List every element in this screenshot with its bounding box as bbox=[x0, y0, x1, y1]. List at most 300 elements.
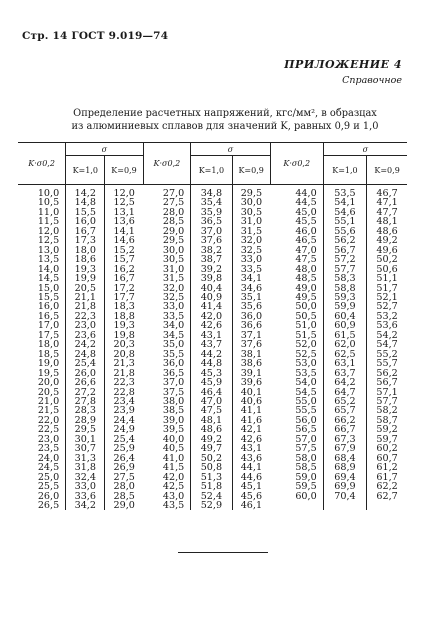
sigma-k09-cell: 40,6 bbox=[232, 397, 270, 406]
sigma-k10-cell: 23,6 bbox=[66, 331, 105, 340]
k-value-cell: 20,0 bbox=[37, 378, 60, 388]
k-value-cell: 30,0 bbox=[162, 245, 185, 256]
table-row bbox=[18, 425, 407, 434]
k-value-cell: 33,5 bbox=[162, 311, 185, 322]
k-value-cell: 46,0 bbox=[295, 226, 317, 237]
sigma-k10-cell: 62,5 bbox=[323, 350, 366, 359]
sigma-k09-cell: 30,0 bbox=[232, 198, 270, 207]
sigma-k10-cell: 32,4 bbox=[66, 473, 105, 482]
sigma-k10-cell: 68,4 bbox=[323, 454, 366, 463]
k-value-cell bbox=[270, 501, 323, 510]
k-value-cell: 16,5 bbox=[37, 311, 60, 322]
sigma-k10-cell: 53,5 bbox=[323, 185, 366, 199]
sigma-k10-cell: 28,9 bbox=[66, 416, 105, 425]
sigma-k10-cell: 70,4 bbox=[323, 492, 366, 501]
sigma-k09-cell: 15,7 bbox=[105, 255, 143, 264]
appendix-subtitle: Справочное bbox=[342, 75, 402, 86]
sigma-k09-cell: 32,5 bbox=[232, 246, 270, 255]
sigma-k10-cell: 50,2 bbox=[191, 454, 232, 463]
sigma-k09-cell: 53,2 bbox=[367, 312, 407, 321]
column-header-sigma: σ bbox=[66, 143, 143, 156]
table-row bbox=[18, 198, 407, 207]
sigma-k10-cell: 65,2 bbox=[323, 397, 366, 406]
sigma-k10-cell: 14,8 bbox=[66, 198, 105, 207]
sigma-k09-cell: 19,3 bbox=[105, 321, 143, 330]
sigma-k09-cell: 60,2 bbox=[367, 444, 407, 453]
k-value-cell: 52,0 bbox=[295, 340, 317, 350]
sigma-k09-cell: 17,2 bbox=[105, 284, 143, 293]
table-row bbox=[18, 185, 407, 199]
sigma-k10-cell: 65,7 bbox=[323, 406, 366, 415]
sigma-k09-cell: 25,4 bbox=[105, 435, 143, 444]
sigma-k09-cell: 55,2 bbox=[367, 350, 407, 359]
sigma-k10-cell: 24,2 bbox=[66, 340, 105, 349]
sigma-k10-cell: 69,4 bbox=[323, 473, 366, 482]
sigma-k10-cell: 39,8 bbox=[191, 274, 232, 283]
k-value-cell: 31,0 bbox=[162, 264, 185, 275]
table-caption bbox=[40, 107, 410, 133]
sigma-k10-cell: 58,8 bbox=[323, 284, 366, 293]
sigma-k09-cell: 46,7 bbox=[367, 185, 407, 199]
k-value-cell: 38,0 bbox=[162, 396, 185, 407]
sigma-k10-cell: 64,2 bbox=[323, 378, 366, 387]
caption-line-1: Определение расчетных напряжений, кгс/мм², в образцах bbox=[73, 108, 377, 119]
sigma-k10-cell: 55,1 bbox=[323, 217, 366, 226]
k-value-cell: 48,0 bbox=[295, 264, 317, 275]
k-value-cell: 40,5 bbox=[162, 444, 185, 454]
sigma-k10-cell: 43,7 bbox=[191, 340, 232, 349]
sigma-k10-cell: 51,8 bbox=[191, 482, 232, 491]
k-value-cell: 58,0 bbox=[295, 453, 317, 464]
k-value-cell: 38,5 bbox=[162, 406, 185, 416]
sigma-k09-cell: 41,1 bbox=[232, 406, 270, 415]
sigma-k09-cell: 61,2 bbox=[367, 463, 407, 472]
stress-table bbox=[18, 142, 407, 510]
k-value-cell: 19,5 bbox=[37, 368, 60, 379]
sigma-k10-cell: 46,4 bbox=[191, 388, 232, 397]
sigma-k10-cell: 39,2 bbox=[191, 265, 232, 274]
sigma-k09-cell: 35,6 bbox=[232, 302, 270, 311]
table-row bbox=[18, 369, 407, 378]
sigma-k10-cell: 58,3 bbox=[323, 274, 366, 283]
sigma-k10-cell: 17,3 bbox=[66, 236, 105, 245]
sigma-k09-cell: 51,7 bbox=[367, 284, 407, 293]
sigma-k09-cell: 40,1 bbox=[232, 388, 270, 397]
column-header-sigma: σ bbox=[191, 143, 270, 156]
k-value-cell: 37,0 bbox=[162, 378, 185, 388]
k-value-cell: 36,0 bbox=[162, 359, 185, 369]
table-row bbox=[18, 397, 407, 406]
column-header-k09: K=0,9 bbox=[232, 156, 270, 185]
sigma-k10-cell: 34,8 bbox=[191, 185, 232, 199]
k-value-cell: 45,5 bbox=[295, 217, 317, 227]
sigma-k10-cell: 59,9 bbox=[323, 302, 366, 311]
k-value-cell: 14,5 bbox=[37, 274, 60, 284]
k-value-cell: 19,0 bbox=[37, 359, 60, 369]
sigma-k10-cell: 48,6 bbox=[191, 425, 232, 434]
table-row bbox=[18, 406, 407, 415]
sigma-k09-cell: 49,2 bbox=[367, 236, 407, 245]
sigma-k10-cell: 42,0 bbox=[191, 312, 232, 321]
sigma-k09-cell: 52,7 bbox=[367, 302, 407, 311]
sigma-k09-cell: 32,0 bbox=[232, 236, 270, 245]
sigma-k09-cell: 56,7 bbox=[367, 378, 407, 387]
sigma-k09-cell: 34,1 bbox=[232, 274, 270, 283]
k-value-cell: 21,5 bbox=[37, 406, 60, 416]
sigma-k10-cell: 19,9 bbox=[66, 274, 105, 283]
k-value-cell: 22,0 bbox=[37, 415, 60, 426]
k-value-cell: 11,5 bbox=[37, 217, 60, 227]
k-value-cell: 30,5 bbox=[162, 255, 185, 265]
sigma-k09-cell: 45,6 bbox=[232, 492, 270, 501]
bottom-rule bbox=[178, 552, 268, 553]
sigma-k09-cell: 37,1 bbox=[232, 331, 270, 340]
sigma-k09-cell: 24,9 bbox=[105, 425, 143, 434]
table-row bbox=[18, 482, 407, 491]
sigma-k09-cell bbox=[367, 501, 407, 510]
table-row bbox=[18, 340, 407, 349]
sigma-k09-cell: 14,1 bbox=[105, 227, 143, 236]
sigma-k10-cell: 57,2 bbox=[323, 255, 366, 264]
k-value-cell: 60,0 bbox=[295, 491, 317, 501]
sigma-k10-cell: 37,6 bbox=[191, 236, 232, 245]
sigma-k10-cell: 20,5 bbox=[66, 284, 105, 293]
table-row bbox=[18, 321, 407, 330]
sigma-k09-cell: 47,1 bbox=[367, 198, 407, 207]
k-value-cell: 10,5 bbox=[37, 198, 60, 208]
sigma-k10-cell: 47,5 bbox=[191, 406, 232, 415]
sigma-k10-cell: 48,1 bbox=[191, 416, 232, 425]
sigma-k10-cell: 21,8 bbox=[66, 302, 105, 311]
table-row bbox=[18, 227, 407, 236]
column-header-k10: K=1,0 bbox=[66, 156, 105, 185]
k-value-cell: 56,5 bbox=[295, 425, 317, 435]
sigma-k10-cell: 35,9 bbox=[191, 208, 232, 217]
sigma-k10-cell: 45,9 bbox=[191, 378, 232, 387]
sigma-k10-cell: 18,6 bbox=[66, 255, 105, 264]
sigma-k10-cell: 19,3 bbox=[66, 265, 105, 274]
k-value-cell: 20,5 bbox=[37, 387, 60, 397]
sigma-k09-cell: 12,0 bbox=[105, 185, 143, 199]
column-header-k10: K=1,0 bbox=[191, 156, 232, 185]
sigma-k09-cell: 28,0 bbox=[105, 482, 143, 491]
sigma-k09-cell: 50,2 bbox=[367, 255, 407, 264]
sigma-k10-cell: 26,0 bbox=[66, 369, 105, 378]
sigma-k10-cell: 29,5 bbox=[66, 425, 105, 434]
sigma-k09-cell: 14,6 bbox=[105, 236, 143, 245]
k-value-cell: 35,5 bbox=[162, 349, 185, 360]
sigma-k09-cell: 29,5 bbox=[232, 185, 270, 199]
sigma-k09-cell: 33,0 bbox=[232, 255, 270, 264]
sigma-k09-cell: 62,7 bbox=[367, 492, 407, 501]
table-header-row bbox=[18, 143, 407, 156]
sigma-k10-cell: 33,0 bbox=[66, 482, 105, 491]
sigma-k09-cell: 62,2 bbox=[367, 482, 407, 491]
table-row bbox=[18, 435, 407, 444]
sigma-k09-cell: 48,1 bbox=[367, 217, 407, 226]
sigma-k10-cell: 57,7 bbox=[323, 265, 366, 274]
sigma-k09-cell: 59,2 bbox=[367, 425, 407, 434]
k-value-cell: 36,5 bbox=[162, 368, 185, 379]
k-value-cell: 54,5 bbox=[295, 387, 317, 397]
k-value-cell: 59,5 bbox=[295, 482, 317, 492]
table-row bbox=[18, 302, 407, 311]
k-value-cell: 15,5 bbox=[37, 292, 60, 303]
sigma-k09-cell: 58,2 bbox=[367, 406, 407, 415]
sigma-k09-cell: 17,7 bbox=[105, 293, 143, 302]
sigma-k09-cell: 41,6 bbox=[232, 416, 270, 425]
sigma-k10-cell: 55,6 bbox=[323, 227, 366, 236]
sigma-k10-cell: 54,6 bbox=[323, 208, 366, 217]
table-row bbox=[18, 274, 407, 283]
column-header-k09: K=0,9 bbox=[367, 156, 407, 185]
sigma-k09-cell: 38,1 bbox=[232, 350, 270, 359]
table-row bbox=[18, 217, 407, 226]
k-value-cell: 51,5 bbox=[295, 330, 317, 341]
k-value-cell: 46,5 bbox=[295, 236, 317, 246]
table-body bbox=[18, 185, 407, 511]
sigma-k10-cell: 15,5 bbox=[66, 208, 105, 217]
sigma-k09-cell: 16,7 bbox=[105, 274, 143, 283]
sigma-k09-cell: 52,1 bbox=[367, 293, 407, 302]
sigma-k09-cell: 39,1 bbox=[232, 369, 270, 378]
k-value-cell: 57,0 bbox=[295, 434, 317, 445]
k-value-cell: 45,0 bbox=[295, 207, 317, 218]
k-value-cell: 44,5 bbox=[295, 198, 317, 208]
sigma-k09-cell: 30,5 bbox=[232, 208, 270, 217]
sigma-k10-cell: 66,2 bbox=[323, 416, 366, 425]
table-row bbox=[18, 501, 407, 510]
k-value-cell: 43,0 bbox=[162, 491, 185, 501]
table-subheader-row bbox=[18, 156, 407, 185]
sigma-k09-cell: 36,6 bbox=[232, 321, 270, 330]
sigma-k10-cell: 22,3 bbox=[66, 312, 105, 321]
k-value-cell: 10,0 bbox=[37, 188, 60, 199]
k-value-cell: 15,0 bbox=[37, 283, 60, 293]
k-value-cell: 12,0 bbox=[37, 226, 60, 237]
k-value-cell: 16,0 bbox=[37, 302, 60, 312]
sigma-k10-cell: 49,7 bbox=[191, 444, 232, 453]
k-value-cell: 56,0 bbox=[295, 415, 317, 426]
table-row bbox=[18, 444, 407, 453]
sigma-k10-cell: 67,3 bbox=[323, 435, 366, 444]
k-value-cell: 54,0 bbox=[295, 378, 317, 388]
sigma-k09-cell: 46,1 bbox=[232, 501, 270, 510]
sigma-k09-cell: 39,6 bbox=[232, 378, 270, 387]
sigma-k09-cell: 28,5 bbox=[105, 492, 143, 501]
sigma-k09-cell: 54,7 bbox=[367, 340, 407, 349]
sigma-k09-cell: 38,6 bbox=[232, 359, 270, 368]
sigma-k10-cell: 31,8 bbox=[66, 463, 105, 472]
caption-line-2: из алюминиевых сплавов для значений K, равных 0,9 и 1,0 bbox=[71, 121, 379, 132]
sigma-k10-cell: 18,0 bbox=[66, 246, 105, 255]
sigma-k10-cell: 47,0 bbox=[191, 397, 232, 406]
k-value-cell: 47,5 bbox=[295, 255, 317, 265]
k-value-cell: 57,5 bbox=[295, 444, 317, 454]
k-value-cell: 29,5 bbox=[162, 236, 185, 246]
k-value-cell: 58,5 bbox=[295, 463, 317, 473]
sigma-k09-cell: 57,1 bbox=[367, 388, 407, 397]
sigma-k10-cell: 27,8 bbox=[66, 397, 105, 406]
k-value-cell: 39,0 bbox=[162, 415, 185, 426]
k-value-cell: 44,0 bbox=[295, 188, 317, 199]
k-value-cell: 53,5 bbox=[295, 368, 317, 379]
sigma-k09-cell: 26,4 bbox=[105, 454, 143, 463]
sigma-k09-cell: 13,1 bbox=[105, 208, 143, 217]
sigma-k10-cell: 52,4 bbox=[191, 492, 232, 501]
sigma-k10-cell: 69,9 bbox=[323, 482, 366, 491]
column-header-k: K·σ0,2 bbox=[143, 143, 191, 185]
sigma-k10-cell: 38,7 bbox=[191, 255, 232, 264]
sigma-k09-cell: 15,2 bbox=[105, 246, 143, 255]
k-value-cell: 41,0 bbox=[162, 453, 185, 464]
sigma-k09-cell: 54,2 bbox=[367, 331, 407, 340]
column-header-sigma: σ bbox=[323, 143, 407, 156]
k-value-cell: 35,0 bbox=[162, 340, 185, 350]
k-value-cell: 34,5 bbox=[162, 330, 185, 341]
table-row bbox=[18, 284, 407, 293]
sigma-k09-cell: 21,8 bbox=[105, 369, 143, 378]
sigma-k10-cell: 21,1 bbox=[66, 293, 105, 302]
sigma-k10-cell: 50,8 bbox=[191, 463, 232, 472]
table-row bbox=[18, 312, 407, 321]
sigma-k10-cell: 52,9 bbox=[191, 501, 232, 510]
sigma-k09-cell: 24,4 bbox=[105, 416, 143, 425]
sigma-k10-cell: 51,3 bbox=[191, 473, 232, 482]
k-value-cell: 50,5 bbox=[295, 311, 317, 322]
sigma-k10-cell: 37,0 bbox=[191, 227, 232, 236]
sigma-k09-cell: 34,6 bbox=[232, 284, 270, 293]
sigma-k10-cell: 31,3 bbox=[66, 454, 105, 463]
sigma-k10-cell: 66,7 bbox=[323, 425, 366, 434]
sigma-k10-cell: 67,9 bbox=[323, 444, 366, 453]
column-header-k: K·σ0,2 bbox=[270, 143, 323, 185]
sigma-k09-cell: 29,0 bbox=[105, 501, 143, 510]
table-row bbox=[18, 246, 407, 255]
sigma-k10-cell: 16,7 bbox=[66, 227, 105, 236]
k-value-cell: 55,0 bbox=[295, 396, 317, 407]
sigma-k09-cell: 27,5 bbox=[105, 473, 143, 482]
sigma-k10-cell: 59,3 bbox=[323, 293, 366, 302]
sigma-k10-cell: 45,3 bbox=[191, 369, 232, 378]
sigma-k09-cell: 50,6 bbox=[367, 265, 407, 274]
k-value-cell: 42,5 bbox=[162, 482, 185, 492]
k-value-cell: 40,0 bbox=[162, 434, 185, 445]
table-row bbox=[18, 350, 407, 359]
k-value-cell: 39,5 bbox=[162, 425, 185, 435]
sigma-k09-cell: 59,7 bbox=[367, 435, 407, 444]
k-value-cell: 23,5 bbox=[37, 444, 60, 454]
sigma-k09-cell: 36,0 bbox=[232, 312, 270, 321]
sigma-k10-cell: 54,1 bbox=[323, 198, 366, 207]
k-value-cell: 24,5 bbox=[37, 463, 60, 473]
sigma-k10-cell: 25,4 bbox=[66, 359, 105, 368]
k-value-cell: 12,5 bbox=[37, 236, 60, 246]
k-value-cell: 50,0 bbox=[295, 302, 317, 312]
sigma-k09-cell: 12,5 bbox=[105, 198, 143, 207]
k-value-cell: 24,0 bbox=[37, 453, 60, 464]
sigma-k09-cell: 47,7 bbox=[367, 208, 407, 217]
sigma-k10-cell: 64,7 bbox=[323, 388, 366, 397]
sigma-k09-cell: 21,3 bbox=[105, 359, 143, 368]
sigma-k09-cell: 53,6 bbox=[367, 321, 407, 330]
sigma-k10-cell: 33,6 bbox=[66, 492, 105, 501]
table-row bbox=[18, 378, 407, 387]
sigma-k10-cell: 49,2 bbox=[191, 435, 232, 444]
sigma-k10-cell: 60,9 bbox=[323, 321, 366, 330]
column-header-k09: K=0,9 bbox=[105, 156, 143, 185]
sigma-k09-cell: 23,4 bbox=[105, 397, 143, 406]
sigma-k10-cell: 68,9 bbox=[323, 463, 366, 472]
sigma-k09-cell: 18,8 bbox=[105, 312, 143, 321]
k-value-cell: 32,5 bbox=[162, 292, 185, 303]
sigma-k09-cell: 56,2 bbox=[367, 369, 407, 378]
k-value-cell: 28,5 bbox=[162, 217, 185, 227]
sigma-k10-cell: 56,2 bbox=[323, 236, 366, 245]
sigma-k09-cell: 55,7 bbox=[367, 359, 407, 368]
sigma-k10-cell: 56,7 bbox=[323, 246, 366, 255]
k-value-cell: 37,5 bbox=[162, 387, 185, 397]
k-value-cell: 17,5 bbox=[37, 330, 60, 341]
k-value-cell: 48,5 bbox=[295, 274, 317, 284]
k-value-cell: 23,0 bbox=[37, 434, 60, 445]
k-value-cell: 29,0 bbox=[162, 226, 185, 237]
sigma-k09-cell: 35,1 bbox=[232, 293, 270, 302]
k-value-cell: 59,0 bbox=[295, 472, 317, 483]
k-value-cell: 21,0 bbox=[37, 396, 60, 407]
sigma-k10-cell: 60,4 bbox=[323, 312, 366, 321]
sigma-k09-cell: 20,3 bbox=[105, 340, 143, 349]
sigma-k10-cell: 27,2 bbox=[66, 388, 105, 397]
k-value-cell: 17,0 bbox=[37, 321, 60, 331]
table-row bbox=[18, 359, 407, 368]
sigma-k10-cell: 38,2 bbox=[191, 246, 232, 255]
k-value-cell: 32,0 bbox=[162, 283, 185, 293]
k-value-cell: 14,0 bbox=[37, 264, 60, 275]
sigma-k09-cell: 61,7 bbox=[367, 473, 407, 482]
sigma-k09-cell: 13,6 bbox=[105, 217, 143, 226]
sigma-k09-cell: 18,3 bbox=[105, 302, 143, 311]
column-header-k10: K=1,0 bbox=[323, 156, 366, 185]
k-value-cell: 49,5 bbox=[295, 292, 317, 303]
column-header-k: K·σ0,2 bbox=[18, 143, 66, 185]
table-row bbox=[18, 208, 407, 217]
k-value-cell: 18,0 bbox=[37, 340, 60, 350]
sigma-k10-cell: 63,1 bbox=[323, 359, 366, 368]
table-row bbox=[18, 236, 407, 245]
k-value-cell: 42,0 bbox=[162, 472, 185, 483]
sigma-k10-cell: 61,5 bbox=[323, 331, 366, 340]
sigma-k10-cell: 36,5 bbox=[191, 217, 232, 226]
sigma-k09-cell: 51,1 bbox=[367, 274, 407, 283]
sigma-k10-cell bbox=[323, 501, 366, 510]
sigma-k10-cell: 24,8 bbox=[66, 350, 105, 359]
sigma-k09-cell: 49,6 bbox=[367, 246, 407, 255]
sigma-k10-cell: 40,9 bbox=[191, 293, 232, 302]
sigma-k10-cell: 40,4 bbox=[191, 284, 232, 293]
sigma-k09-cell: 44,1 bbox=[232, 463, 270, 472]
table-row bbox=[18, 255, 407, 264]
k-value-cell: 26,5 bbox=[37, 500, 60, 511]
k-value-cell: 55,5 bbox=[295, 406, 317, 416]
table-row bbox=[18, 293, 407, 302]
k-value-cell: 27,5 bbox=[162, 198, 185, 208]
table-row bbox=[18, 473, 407, 482]
sigma-k09-cell: 25,9 bbox=[105, 444, 143, 453]
k-value-cell: 27,0 bbox=[162, 188, 185, 199]
k-value-cell: 22,5 bbox=[37, 425, 60, 435]
k-value-cell: 33,0 bbox=[162, 302, 185, 312]
